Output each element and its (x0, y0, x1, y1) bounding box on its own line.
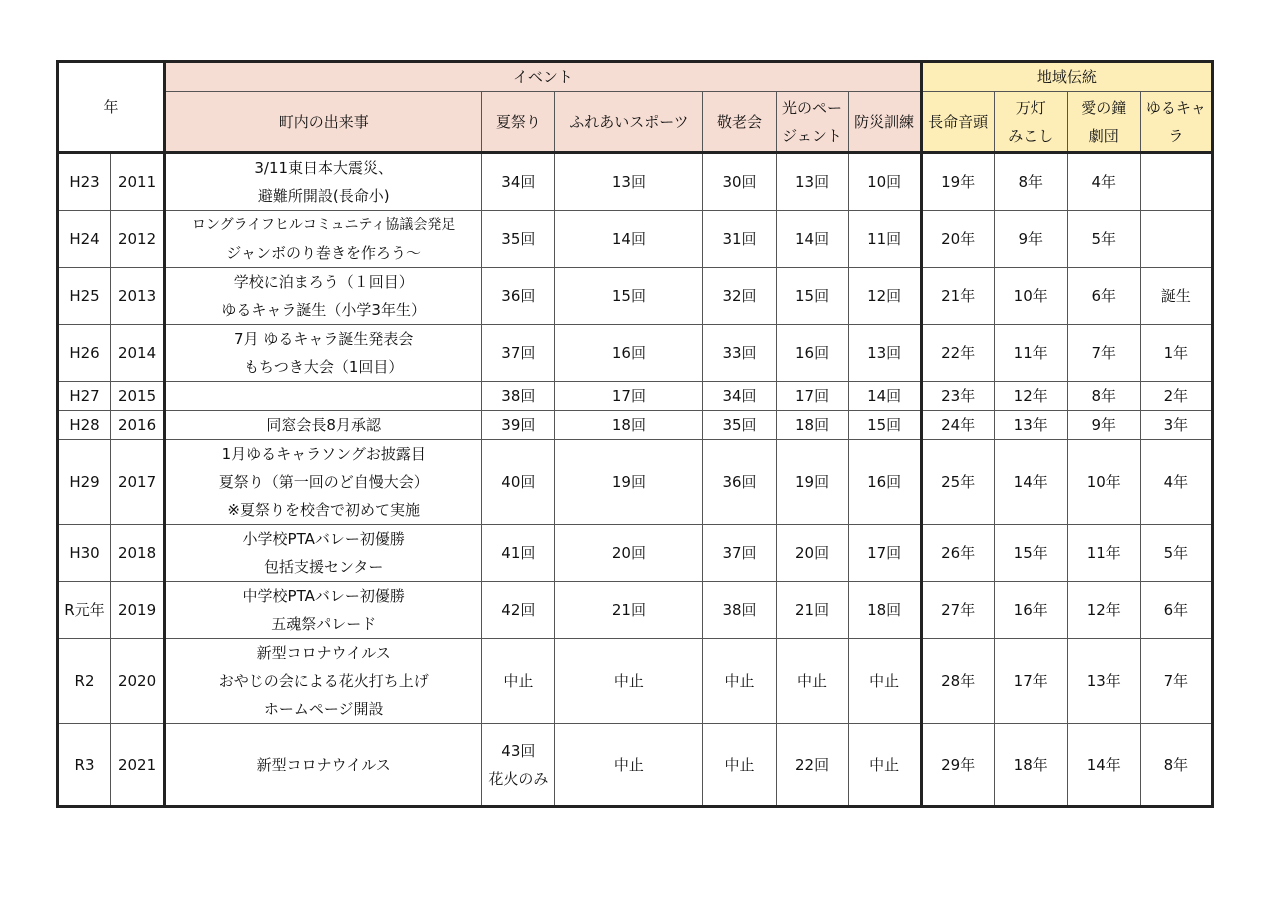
yuru-cell: 8年 (1140, 724, 1212, 807)
table-row (58, 211, 1213, 268)
keirokai-cell: 36回 (703, 440, 776, 525)
year-header: 年 (58, 62, 165, 153)
natsumatsuri-cell: 41回 (482, 525, 555, 582)
bousai-cell: 11回 (848, 211, 921, 268)
table-row (58, 325, 1213, 382)
era-cell: R2 (58, 639, 111, 724)
mantou-cell: 17年 (994, 639, 1067, 724)
event-line: 小学校PTAバレー初優勝 (242, 530, 405, 548)
table-row (58, 382, 1213, 411)
table-row (58, 440, 1213, 525)
table-row (58, 639, 1213, 724)
hikari-cell: 22回 (776, 724, 848, 807)
yuru-cell: 2年 (1140, 382, 1212, 411)
keirokai-cell: 34回 (703, 382, 776, 411)
yuru-cell (1140, 153, 1212, 211)
keirokai-cell: 中止 (703, 639, 776, 724)
hikari-cell: 17回 (776, 382, 848, 411)
keirokai-cell: 中止 (703, 724, 776, 807)
mantou-cell: 11年 (994, 325, 1067, 382)
era-cell: H28 (58, 411, 111, 440)
mantou-cell: 10年 (994, 268, 1067, 325)
event-line: 学校に泊まろう（１回目） (233, 273, 414, 291)
natsumatsuri-cell: 中止 (482, 639, 555, 724)
table-row (58, 724, 1213, 807)
choumei-cell: 21年 (921, 268, 994, 325)
col-yuru-chara: ゆるキャ ラ (1140, 92, 1212, 153)
keirokai-cell: 37回 (703, 525, 776, 582)
events-cell (165, 440, 482, 525)
yuru-cell: 誕生 (1140, 268, 1212, 325)
choumei-cell: 29年 (921, 724, 994, 807)
era-cell: R元年 (58, 582, 111, 639)
table-row (58, 582, 1213, 639)
natsumatsuri-cell: 38回 (482, 382, 555, 411)
fureai-cell: 中止 (555, 724, 703, 807)
year-cell: 2013 (111, 268, 165, 325)
year-cell: 2017 (111, 440, 165, 525)
fureai-cell: 14回 (555, 211, 703, 268)
choumei-cell: 24年 (921, 411, 994, 440)
kane-cell: 6年 (1067, 268, 1140, 325)
hikari-cell: 15回 (776, 268, 848, 325)
era-cell: H24 (58, 211, 111, 268)
bousai-cell: 13回 (848, 325, 921, 382)
mantou-cell: 12年 (994, 382, 1067, 411)
col-choumei-ondo: 長命音頭 (921, 92, 994, 153)
year-cell: 2015 (111, 382, 165, 411)
natsumatsuri-cell: 35回 (482, 211, 555, 268)
hikari-cell: 19回 (776, 440, 848, 525)
bousai-cell: 12回 (848, 268, 921, 325)
choumei-cell: 28年 (921, 639, 994, 724)
fureai-cell: 19回 (555, 440, 703, 525)
keirokai-cell: 31回 (703, 211, 776, 268)
mantou-cell: 16年 (994, 582, 1067, 639)
event-line: 3/11東日本大震災、 (254, 159, 394, 177)
col-keirokai: 敬老会 (703, 92, 776, 153)
era-cell: H23 (58, 153, 111, 211)
yuru-cell: 5年 (1140, 525, 1212, 582)
events-cell (165, 639, 482, 724)
event-line: 包括支援センター (264, 558, 384, 576)
yuru-cell: 7年 (1140, 639, 1212, 724)
event-line: 新型コロナウイルス (256, 644, 391, 662)
table-row (58, 268, 1213, 325)
natsumatsuri-cell: 39回 (482, 411, 555, 440)
choumei-cell: 23年 (921, 382, 994, 411)
choumei-cell: 19年 (921, 153, 994, 211)
kane-cell: 9年 (1067, 411, 1140, 440)
hikari-cell: 21回 (776, 582, 848, 639)
kane-cell: 7年 (1067, 325, 1140, 382)
year-cell: 2020 (111, 639, 165, 724)
bousai-cell: 10回 (848, 153, 921, 211)
event-line: 新型コロナウイルス (256, 755, 391, 774)
event-line: ホームページ開設 (263, 700, 384, 718)
keirokai-cell: 32回 (703, 268, 776, 325)
keirokai-cell: 33回 (703, 325, 776, 382)
yuru-cell: 3年 (1140, 411, 1212, 440)
events-cell (165, 325, 482, 382)
yuru-cell: 1年 (1140, 325, 1212, 382)
event-line: おやじの会による花火打ち上げ (218, 672, 429, 690)
col-bousai: 防災訓練 (848, 92, 921, 153)
fureai-cell: 16回 (555, 325, 703, 382)
event-line: もちつき大会（1回目） (244, 358, 404, 376)
hikari-cell: 中止 (776, 639, 848, 724)
keirokai-cell: 38回 (703, 582, 776, 639)
event-line: 夏祭り（第一回のど自慢大会） (218, 473, 429, 491)
mantou-cell: 18年 (994, 724, 1067, 807)
event-line: ロングライフヒルコミュニティ協議会発足 (191, 217, 456, 233)
mantou-cell: 14年 (994, 440, 1067, 525)
event-line: 五魂祭パレード (271, 615, 377, 633)
bousai-cell: 16回 (848, 440, 921, 525)
era-cell: H26 (58, 325, 111, 382)
event-line: 同窓会長8月承認 (266, 416, 381, 434)
choumei-cell: 27年 (921, 582, 994, 639)
yuru-cell (1140, 211, 1212, 268)
era-cell: H29 (58, 440, 111, 525)
yuru-cell: 6年 (1140, 582, 1212, 639)
natsumatsuri-cell: 42回 (482, 582, 555, 639)
hikari-cell: 18回 (776, 411, 848, 440)
choumei-cell: 20年 (921, 211, 994, 268)
natsumatsuri-cell: 34回 (482, 153, 555, 211)
event-line: 1月ゆるキャラソングお披露目 (221, 445, 426, 463)
fureai-cell: 20回 (555, 525, 703, 582)
choumei-cell: 26年 (921, 525, 994, 582)
event-line: 中学校PTAバレー初優勝 (242, 587, 405, 605)
col-natsumatsuri: 夏祭り (482, 92, 555, 153)
year-cell: 2016 (111, 411, 165, 440)
fureai-cell: 17回 (555, 382, 703, 411)
fureai-cell: 15回 (555, 268, 703, 325)
kane-cell: 11年 (1067, 525, 1140, 582)
event-line: 避難所開設(長命小) (257, 187, 390, 205)
year-cell: 2014 (111, 325, 165, 382)
events-cell (165, 211, 482, 268)
era-cell: R3 (58, 724, 111, 807)
mantou-cell: 8年 (994, 153, 1067, 211)
kane-cell: 12年 (1067, 582, 1140, 639)
kane-cell: 14年 (1067, 724, 1140, 807)
year-cell: 2019 (111, 582, 165, 639)
mantou-cell: 15年 (994, 525, 1067, 582)
col-mantou-mikoshi: 万灯 みこし (994, 92, 1067, 153)
events-cell (165, 153, 482, 211)
events-cell (165, 411, 482, 440)
bousai-cell: 15回 (848, 411, 921, 440)
events-cell (165, 582, 482, 639)
natsumatsuri-cell: 36回 (482, 268, 555, 325)
kane-cell: 10年 (1067, 440, 1140, 525)
events-cell (165, 382, 482, 411)
events-cell (165, 268, 482, 325)
hikari-cell: 16回 (776, 325, 848, 382)
event-line: ※夏祭りを校舎で初めて実施 (227, 501, 420, 519)
hikari-cell: 14回 (776, 211, 848, 268)
bousai-cell: 18回 (848, 582, 921, 639)
mantou-cell: 13年 (994, 411, 1067, 440)
fureai-cell: 21回 (555, 582, 703, 639)
history-table (56, 60, 1214, 808)
natsumatsuri-cell: 40回 (482, 440, 555, 525)
events-cell (165, 724, 482, 807)
fureai-cell: 13回 (555, 153, 703, 211)
event-group-header: イベント (165, 62, 922, 92)
bousai-cell: 中止 (848, 724, 921, 807)
natsumatsuri-cell: 43回 花火のみ (482, 724, 555, 807)
year-cell: 2018 (111, 525, 165, 582)
table-body (58, 153, 1213, 807)
year-cell: 2021 (111, 724, 165, 807)
keirokai-cell: 30回 (703, 153, 776, 211)
event-line: ジャンボのり巻きを作ろう～ (226, 244, 422, 262)
table-row (58, 525, 1213, 582)
col-happenings: 町内の出来事 (165, 92, 482, 153)
col-fureai-sports: ふれあいスポーツ (555, 92, 703, 153)
yuru-cell: 4年 (1140, 440, 1212, 525)
event-line: 7月 ゆるキャラ誕生発表会 (234, 330, 414, 348)
mantou-cell: 9年 (994, 211, 1067, 268)
era-cell: H30 (58, 525, 111, 582)
era-cell: H27 (58, 382, 111, 411)
kane-cell: 4年 (1067, 153, 1140, 211)
bousai-cell: 14回 (848, 382, 921, 411)
year-cell: 2011 (111, 153, 165, 211)
col-hikari-pageant: 光のペー ジェント (776, 92, 848, 153)
kane-cell: 13年 (1067, 639, 1140, 724)
events-cell (165, 525, 482, 582)
col-ai-no-kane-gekidan: 愛の鐘 劇団 (1067, 92, 1140, 153)
fureai-cell: 18回 (555, 411, 703, 440)
tradition-group-header: 地域伝統 (921, 62, 1212, 92)
choumei-cell: 25年 (921, 440, 994, 525)
bousai-cell: 中止 (848, 639, 921, 724)
natsumatsuri-cell: 37回 (482, 325, 555, 382)
table-row (58, 153, 1213, 211)
year-cell: 2012 (111, 211, 165, 268)
keirokai-cell: 35回 (703, 411, 776, 440)
fureai-cell: 中止 (555, 639, 703, 724)
hikari-cell: 13回 (776, 153, 848, 211)
bousai-cell: 17回 (848, 525, 921, 582)
kane-cell: 5年 (1067, 211, 1140, 268)
event-line: ゆるキャラ誕生（小学3年生） (221, 301, 426, 319)
table-row (58, 411, 1213, 440)
choumei-cell: 22年 (921, 325, 994, 382)
hikari-cell: 20回 (776, 525, 848, 582)
era-cell: H25 (58, 268, 111, 325)
kane-cell: 8年 (1067, 382, 1140, 411)
